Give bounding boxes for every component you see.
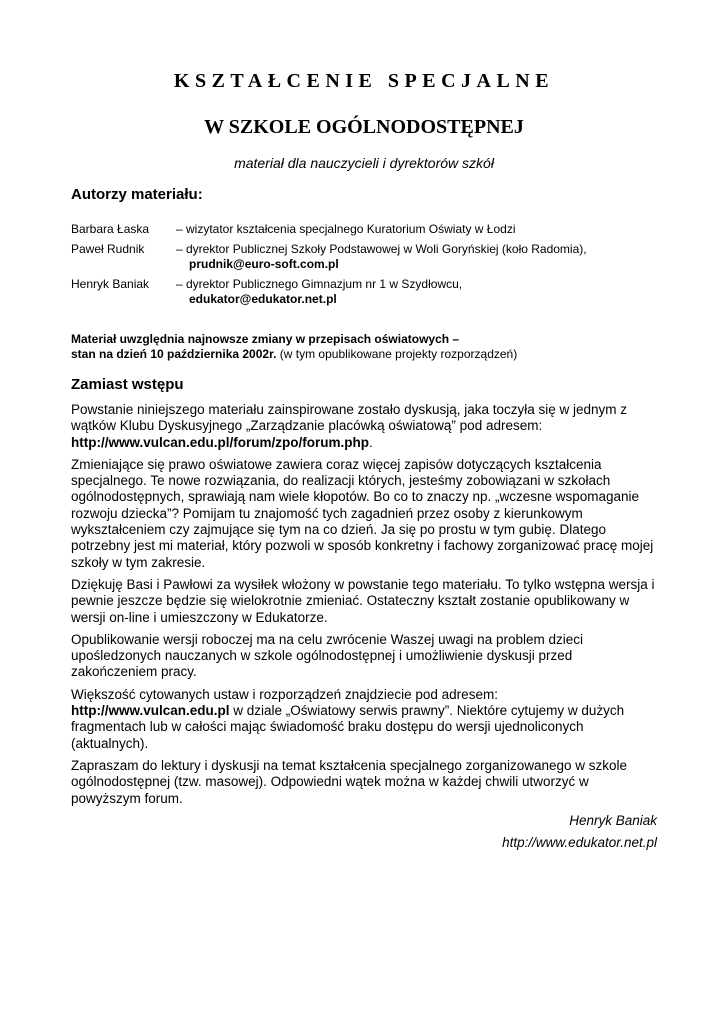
intro-paragraph-rest: w dziale „Oświatowy serwis prawny”. Niektóre cytujemy w dużych fragmentach lub w całości mając świadomość braku dostępu do wersji ujednoliconych (aktualnych). (71, 703, 625, 751)
update-note-remark: (w tym opublikowane projekty rozporządzeń) (276, 347, 518, 361)
intro-paragraph: Zmieniające się prawo oświatowe zawiera coraz więcej zapisów dotyczących kształcenia specjalnego. Te nowe rozwiązania, do realizacji których, jesteśmy zobowiązani w szkołach ogólnodostępnych, sprawiają nam wiele kłopotów. Bo co to znaczy np. „wczesne wspomaganie rozwoju dziecka”? Pomijam tu znajomość tych zagadnień przez osoby z kierunkowym wykształceniem czy zajmujące się tym na co dzień. Ja się po prostu w tym gubię. Dlatego potrzebny jest mi materiał, który pozwoli w sposób konkretny i fachowy zorganizować pracę mojej szkoły w tym zakresie. (71, 456, 654, 570)
author-role: – dyrektor Publicznego Gimnazjum nr 1 w Szydłowcu, (176, 277, 463, 291)
author-name: Henryk Baniak (71, 277, 150, 291)
author-email[interactable]: prudnik@euro-soft.com.pl (189, 257, 339, 271)
intro-paragraph: Opublikowanie wersji roboczej ma na celu zwrócenie Waszej uwagi na problem dzieci upośledzonych nauczanych w szkole ogólnodostępnej i umożliwienie dyskusji przed zakończeniem pracy. (71, 631, 583, 680)
author-description (176, 242, 657, 272)
forum-link[interactable]: http://www.vulcan.edu.pl/forum/zpo/forum.php (71, 434, 369, 450)
author-email[interactable]: edukator@edukator.net.pl (189, 292, 337, 306)
vulcan-link[interactable]: http://www.vulcan.edu.pl (71, 703, 230, 719)
update-note-line1: Materiał uwzględnia najnowsze zmiany w przepisach oświatowych – (71, 332, 460, 346)
signature-name: Henryk Baniak (569, 812, 657, 828)
intro-body (71, 402, 657, 857)
author-role: – dyrektor Publicznej Szkoły Podstawowej w Woli Goryńskiej (koło Radomia), (176, 242, 587, 256)
intro-paragraph (71, 687, 657, 752)
author-description (176, 222, 657, 237)
update-note-date: stan na dzień 10 października 2002r. (71, 347, 277, 361)
author-name: Paweł Rudnik (71, 242, 145, 256)
signature-url[interactable]: http://www.edukator.net.pl (502, 835, 657, 851)
document-subtitle: materiał dla nauczycieli i dyrektorów szkół (234, 155, 494, 171)
author-description (176, 277, 657, 307)
intro-paragraph: Zapraszam do lektury i dyskusji na temat kształcenia specjalnego zorganizowanego w szkole ogólnodostępnej (tzw. masowej). Odpowiedni wątek można w każdej chwili utworzyć w powyższym forum. (71, 757, 628, 806)
intro-paragraph: Dziękuję Basi i Pawłowi za wysiłek włożony w powstanie tego materiału. To tylko wstępna wersja i pewnie jeszcze będzie się wielokrotnie zmieniać. Ostateczny kształt zostanie opublikowany w wersji on-line i umieszczony w Edukatorze. (71, 576, 655, 625)
document-title-line2: W SZKOLE OGÓLNODOSTĘPNEJ (204, 116, 524, 138)
intro-paragraph-text: Powstanie niniejszego materiału zainspirowane zostało dyskusją, jaka toczyła się w jednym z wątków Klubu Dyskusyjnego „Zarządzanie placówką oświatową” pod adresem: (71, 402, 628, 434)
intro-paragraph-end: . (368, 434, 373, 450)
author-name: Barbara Łaska (71, 222, 150, 236)
document-title-line1: KSZTAŁCENIE SPECJALNE (173, 70, 555, 92)
author-role: – wizytator kształcenia specjalnego Kuratorium Oświaty w Łodzi (176, 222, 516, 236)
authors-heading: Autorzy materiału: (71, 186, 203, 203)
intro-heading: Zamiast wstępu (71, 376, 184, 393)
intro-paragraph (71, 402, 657, 451)
update-note (71, 332, 657, 362)
intro-paragraph-text: Większość cytowanych ustaw i rozporządzeń znajdziecie pod adresem: (71, 686, 498, 702)
